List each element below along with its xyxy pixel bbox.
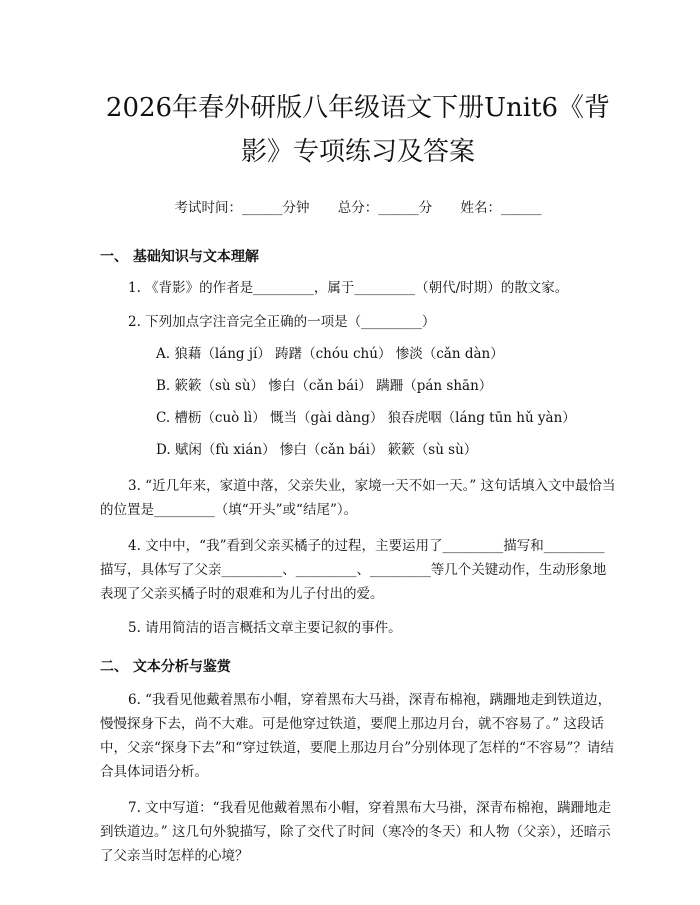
question-7: 7. 文中写道：“我看见他戴着黑布小帽，穿着黑布大马褂，深青布棉袍，蹒跚地走到铁道边。” 这几句外貌描写，除了交代了时间（寒冷的冬天）和人物（父亲），还暗示了父亲当时怎样的心境？ xyxy=(100,800,612,864)
student-name-field: 姓名：______ xyxy=(460,200,542,216)
section-heading-1: 一、 基础知识与文本理解 xyxy=(100,249,259,265)
exam-time-field: 考试时间：______分钟 xyxy=(174,200,310,216)
exam-info-line xyxy=(100,196,616,216)
question-1: 1. 《背影》的作者是_________，属于_________（朝代/时期）的散文家。 xyxy=(128,280,569,296)
question-4: 4. 文中中，“我”看到父亲买橘子的过程，主要运用了_________描写和_________描写，具体写了父亲_________、_________、_________等几个关键动作，生动形象地表现了父亲买橘子时的艰难和为儿子付出的爱。 xyxy=(100,538,607,602)
question-6: 6. “我看见他戴着黑布小帽，穿着黑布大马褂，深青布棉袍，蹒跚地走到铁道边，慢慢探身下去，尚不大难。可是他穿过铁道，要爬上那边月台，就不容易了。” 这段话中，父亲“探身下去”和“穿过铁道，要爬上那边月台”分别体现了怎样的“不容易”？请结合具体词语分析。 xyxy=(100,692,614,780)
question-2-option-c: C. 槽枥（cuò lì） 慨当（gài dàng） 狼吞虎咽（láng tūn hǔ yàn） xyxy=(156,410,576,426)
question-3: 3. “近几年来，家道中落，父亲失业，家境一天不如一天。” 这句话填入文中最恰当的位置是_________（填“开头”或“结尾”）。 xyxy=(100,478,616,518)
question-2-option-d: D. 赋闲（fù xián） 惨白（cǎn bái） 簌簌（sù sù） xyxy=(156,442,478,458)
question-5: 5. 请用简洁的语言概括文章主要记叙的事件。 xyxy=(128,620,402,636)
document-title: 2026年春外研版八年级语文下册Unit6《背影》专项练习及答案 xyxy=(105,93,611,167)
question-2-option-b: B. 簌簌（sù sù） 惨白（cǎn bái） 蹒跚（pán shān） xyxy=(156,378,493,394)
question-2: 2. 下列加点字注音完全正确的一项是（_________） xyxy=(128,314,436,330)
section-heading-2: 二、 文本分析与鉴赏 xyxy=(100,659,231,675)
total-score-field: 总分：______分 xyxy=(337,200,433,216)
question-2-option-a: A. 狼藉（láng jí） 踌躇（chóu chú） 惨淡（cǎn dàn） xyxy=(156,346,504,362)
